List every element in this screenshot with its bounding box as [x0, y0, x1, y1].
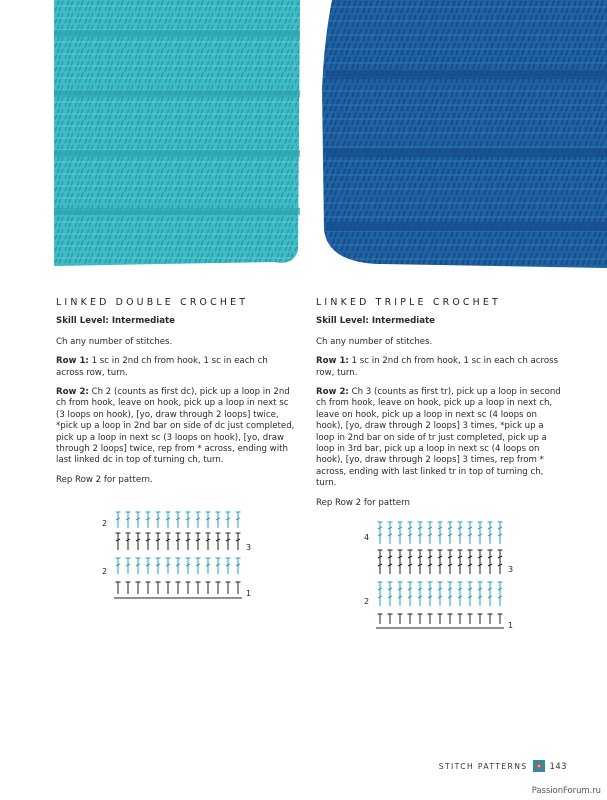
diagram-row-label: 1 — [246, 589, 252, 598]
diagram-row-label: 2 — [102, 519, 108, 528]
diagram-row-label: 2 — [364, 597, 370, 606]
watermark: PassionForum.ru — [531, 785, 601, 795]
diagram-row-label: 4 — [364, 533, 370, 542]
linked-double-crochet-photo — [54, 0, 300, 268]
diagram-row-label: 2 — [102, 567, 108, 576]
row-1-text: 1 sc in 2nd ch from hook, 1 sc in each ch across row, turn. — [316, 356, 559, 378]
row-2-text: Ch 3 (counts as first tr), pick up a loop in second ch from hook, leave on hook, pick up a loop in next ch, leave on hook, pick up a loop in next sc (4 loops on hook), [yo, draw through 2 loops] 3 times, *pick up a loop in 2nd bar on side of tr just completed, pick up a loop in 3rd bar, pick up a loop in next sc (4 loops on hook), [yo, draw through 2 loops] 3 times, rep from * across, ending with last linked tr in top of turning ch, turn. — [316, 387, 561, 489]
row-1-instruction — [316, 356, 561, 379]
row-1-label: Row 1: — [56, 356, 89, 367]
row-2-instruction — [316, 387, 561, 490]
row-2-text: Ch 2 (counts as first dc), pick up a loop in 2nd ch from hook, leave on hook, pick up a loop in next sc (3 loops on hook), [yo, draw through 2 loops] twice, *pick up a loop in 2nd bar on side of dc just completed, pick up a loop in next sc (3 loops on hook), [yo, draw through 2 loops] twice, rep from * across, ending with last linked dc in top of turning ch, turn. — [56, 387, 295, 466]
chain-instruction: Ch any number of stitches. — [56, 336, 173, 347]
row-1-text: 1 sc in 2nd ch from hook, 1 sc in each ch across row, turn. — [56, 356, 268, 378]
diagram-row-label: 3 — [508, 565, 514, 574]
linked-triple-crochet-photo — [318, 0, 607, 268]
linked-triple-crochet-section — [316, 297, 561, 517]
page-number: 143 — [549, 761, 567, 771]
pattern-swatch-icon — [533, 760, 545, 772]
section-name: STITCH PATTERNS — [438, 761, 528, 771]
page-footer — [439, 760, 567, 772]
skill-level: Skill Level: Intermediate — [56, 316, 175, 327]
linked-double-crochet-diagram — [100, 506, 270, 610]
row-2-instruction — [56, 387, 296, 467]
row-2-label: Row 2: — [56, 387, 89, 398]
row-1-instruction — [56, 356, 296, 379]
repeat-instruction: Rep Row 2 for pattern. — [56, 474, 153, 485]
row-2-label: Row 2: — [316, 387, 349, 398]
chain-instruction: Ch any number of stitches. — [316, 336, 433, 347]
diagram-row-label: 3 — [246, 543, 252, 552]
section-title: LINKED TRIPLE CROCHET — [316, 297, 501, 308]
linked-triple-crochet-diagram — [362, 516, 532, 640]
section-title: LINKED DOUBLE CROCHET — [56, 297, 249, 308]
diagram-row-label: 1 — [508, 621, 514, 630]
linked-double-crochet-section — [56, 297, 296, 494]
row-1-label: Row 1: — [316, 356, 349, 367]
skill-level: Skill Level: Intermediate — [316, 316, 435, 327]
repeat-instruction: Rep Row 2 for pattern — [316, 497, 410, 508]
